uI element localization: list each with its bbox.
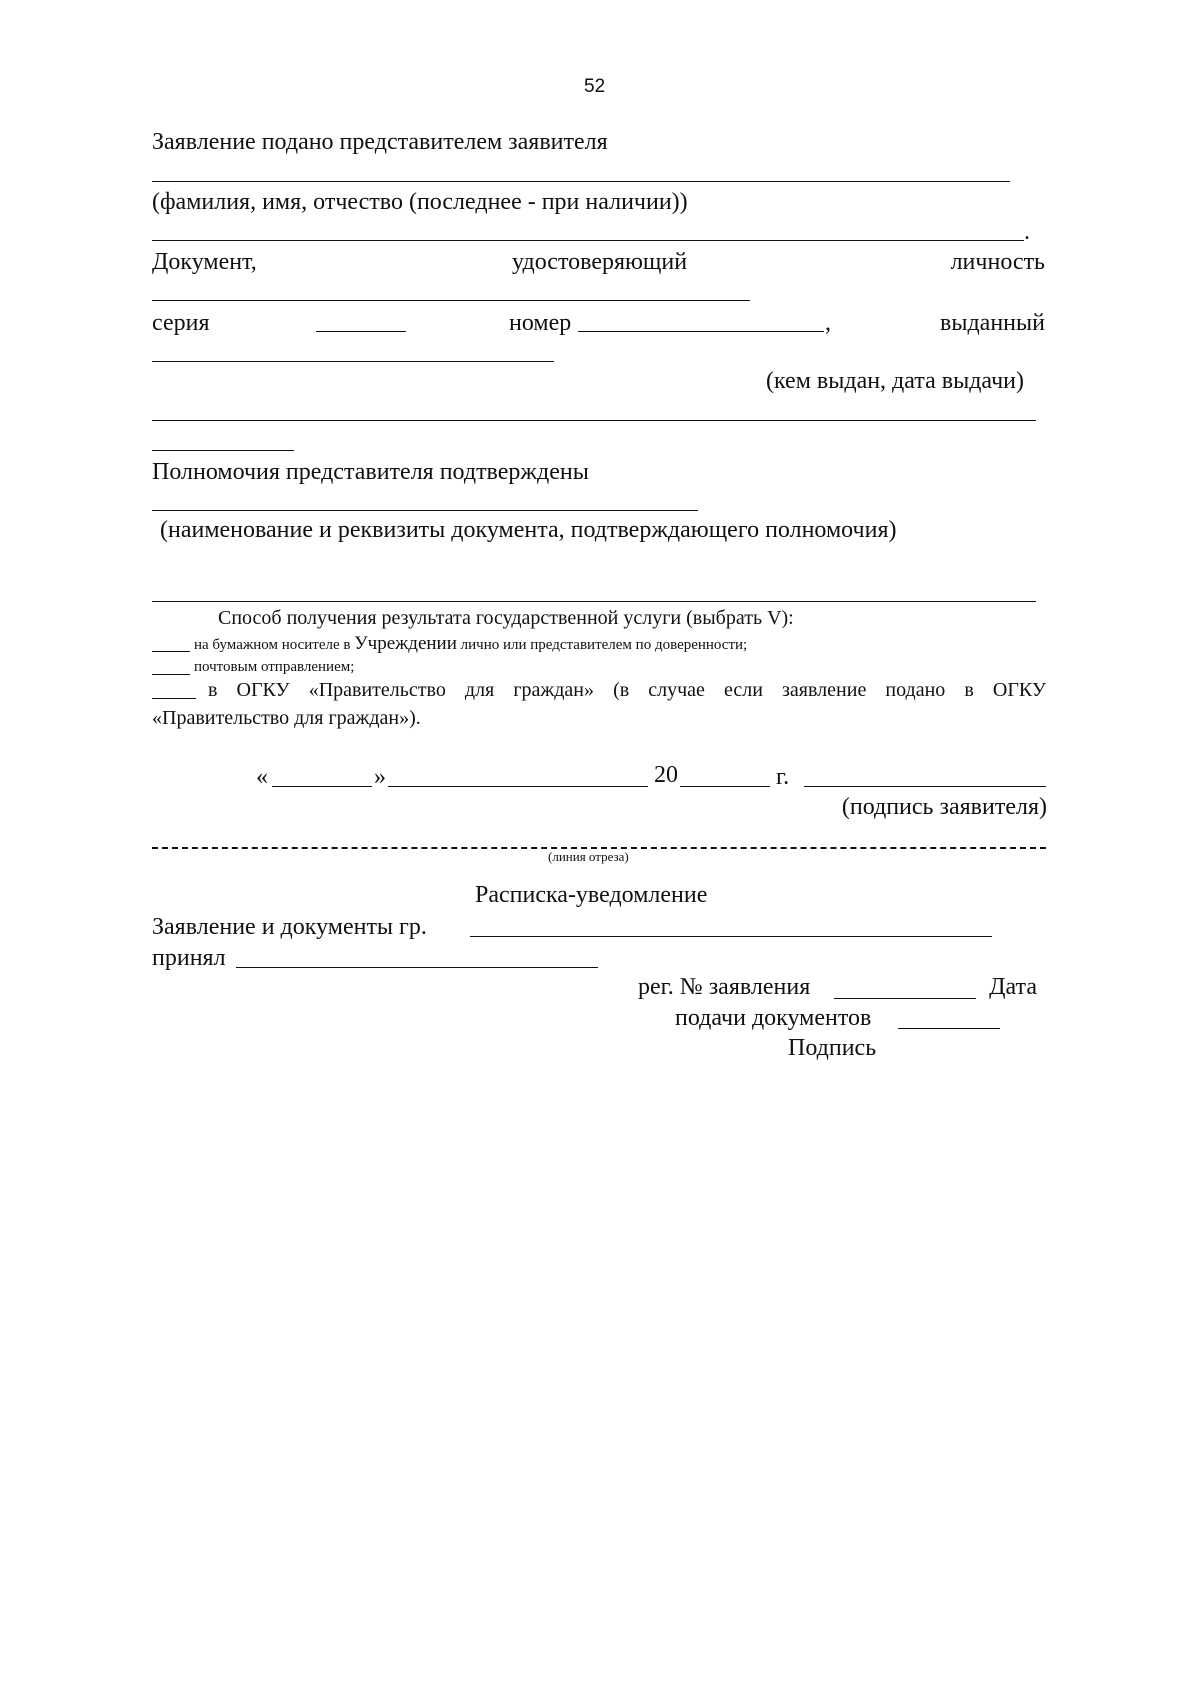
number-comma: , <box>825 310 831 336</box>
series-field[interactable] <box>316 331 406 332</box>
authority-document-line[interactable] <box>152 601 1036 602</box>
representative-name-line[interactable] <box>152 181 1010 182</box>
series-label: серия <box>152 310 210 336</box>
identity-document-line[interactable] <box>152 300 750 301</box>
number-label: номер <box>509 310 572 336</box>
month-field[interactable] <box>388 786 648 787</box>
year-suffix: г. <box>776 764 790 790</box>
receipt-signature-label: Подпись <box>788 1035 877 1061</box>
option2-checkbox[interactable] <box>152 674 190 675</box>
submit-label: подачи документов <box>675 1005 872 1031</box>
date-open-quote: « <box>256 764 268 790</box>
day-field[interactable] <box>272 786 372 787</box>
authority-hint: (наименование и реквизиты документа, подтверждающего полномочия) <box>160 517 897 543</box>
signature-hint: (подпись заявителя) <box>841 794 1047 820</box>
representative-name-hint: (фамилия, имя, отчество (последнее - при наличии)) <box>152 189 688 215</box>
representative-name-line-2[interactable] <box>152 240 1024 241</box>
option2-text: почтовым отправлением; <box>194 659 355 675</box>
option1-text: на бумажном носителе в Учреждении лично или представителем по доверенности; <box>194 633 748 654</box>
date-close-quote: » <box>374 764 386 790</box>
reg-number-field[interactable] <box>834 998 976 999</box>
issued-by-line-3[interactable] <box>152 450 294 451</box>
option3-line2: «Правительство для граждан»). <box>152 707 421 729</box>
submit-date-field[interactable] <box>898 1028 1000 1029</box>
issued-label: выданный <box>940 310 1045 336</box>
document-word-1: Документ, <box>152 249 257 275</box>
issued-hint: (кем выдан, дата выдачи) <box>766 368 1024 394</box>
page-number: 52 <box>584 76 606 97</box>
number-field[interactable] <box>578 331 824 332</box>
date-label: Дата <box>989 974 1037 1000</box>
accepted-by-field[interactable] <box>236 967 598 968</box>
cut-line-label: (линия отреза) <box>548 849 629 864</box>
line-end-dot: . <box>1024 219 1030 245</box>
applicant-signature-field[interactable] <box>804 786 1046 787</box>
representative-title: Заявление подано представителем заявителя <box>152 129 608 155</box>
citizen-name-field[interactable] <box>470 936 992 937</box>
issued-by-line[interactable] <box>152 361 554 362</box>
option3-line1: в ОГКУ «Правительство для граждан» (в случае если заявление подано в ОГКУ <box>208 679 1046 701</box>
receipt-title: Расписка-уведомление <box>475 882 708 908</box>
year-field[interactable] <box>680 786 770 787</box>
receipt-docs-label: Заявление и документы гр. <box>152 914 427 940</box>
century-label: 20 <box>654 762 678 788</box>
document-word-2: удостоверяющий <box>512 249 688 275</box>
reg-number-label: рег. № заявления <box>638 974 811 1000</box>
accepted-label: принял <box>152 945 226 971</box>
result-method-title: Способ получения результата государственной услуги (выбрать V): <box>218 607 794 629</box>
document-word-3: личность <box>950 249 1045 275</box>
option1-checkbox[interactable] <box>152 651 190 652</box>
authority-title: Полномочия представителя подтверждены <box>152 459 589 485</box>
authority-line[interactable] <box>152 510 698 511</box>
issued-by-line-2[interactable] <box>152 420 1036 421</box>
option3-checkbox[interactable] <box>152 698 196 699</box>
